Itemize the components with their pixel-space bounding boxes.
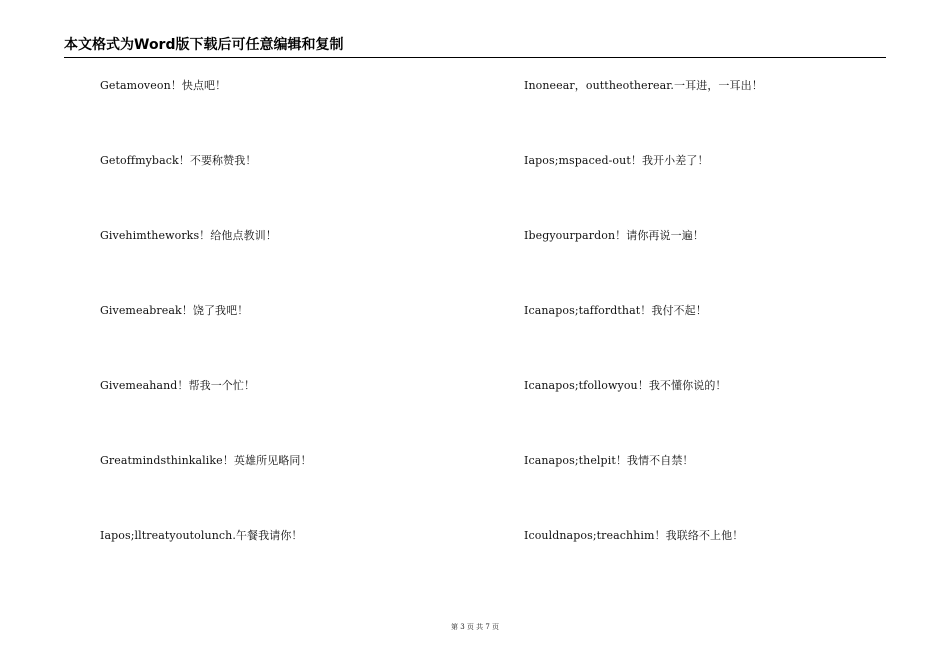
phrase-item: Getamoveon！快点吧！ — [100, 79, 227, 92]
left-phrase-column — [100, 78, 312, 603]
phrase-item: Iapos;lltreatyoutolunch.午餐我请你！ — [100, 529, 303, 542]
phrase-item: Icouldnapos;treachhim！我联络不上他！ — [524, 529, 744, 542]
phrase-item: Givemeahand！帮我一个忙！ — [100, 379, 256, 392]
phrase-item: Icanapos;tfollowyou！我不懂你说的！ — [524, 379, 727, 392]
phrase-item: Greatmindsthinkalike！英雄所见略同！ — [100, 454, 312, 467]
phrase-item: Iapos;mspaced-out！我开小差了！ — [524, 154, 709, 167]
phrase-item: Ibegyourpardon！请你再说一遍！ — [524, 229, 704, 242]
document-header-title: 本文格式为Word版下载后可任意编辑和复制 — [64, 34, 886, 58]
phrase-item: Icanapos;taffordthat！我付不起！ — [524, 304, 707, 317]
phrase-item: Givehimtheworks！给他点教训！ — [100, 229, 277, 242]
right-phrase-column — [524, 78, 763, 603]
phrase-item: Givemeabreak！饶了我吧！ — [100, 304, 249, 317]
page-number-footer: 第 3 页 共 7 页 — [450, 623, 500, 631]
phrase-item: Getoffmyback！不要称赞我！ — [100, 154, 257, 167]
phrase-item: Inoneear，outtheotherear.一耳进，一耳出！ — [524, 79, 763, 92]
phrase-item: Icanapos;thelpit！我情不自禁！ — [524, 454, 694, 467]
